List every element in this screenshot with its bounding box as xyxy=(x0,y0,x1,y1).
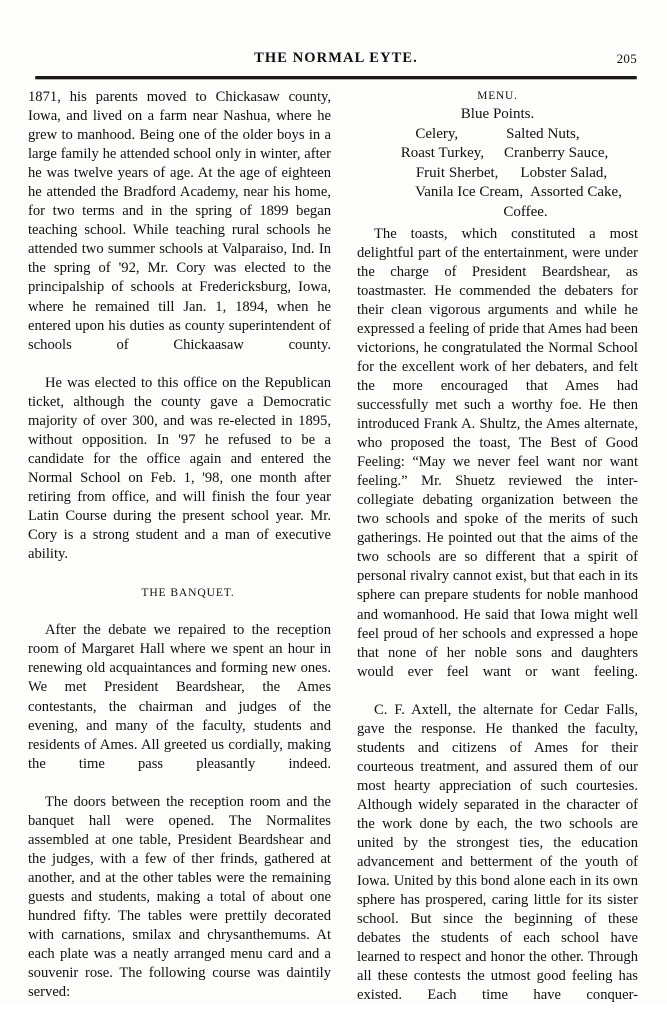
paragraph: C. F. Axtell, the alternate for Cedar Falls, gave the response. He thanked the faculty, students and citizens of Ames for their courteous treatment, and assured them of our most hearty appreciation of such courtesies. Although widely separated in the character of the work done by each, the two schools are united by the strongest ties, the education advancement and betterment of the youth of Iowa. United by this bond alone each in its own sphere has prospered, caring little for its sister school. But since the beginning of these debates the students of each school have learned to respect and honor the other. Through all these contests the utmost good feeling has existed. Each time have conquer- xyxy=(357,701,638,1004)
paragraph: After the debate we repaired to the reception room of Margaret Hall where we spent an hour in renewing old acquaintances and forming new ones. We met President Beardshear, the Ames contestants, the chairman and judges of the evening, and many of the faculty, students and residents of Ames. All greeted us cordially, making the time pass pleasantly indeed. xyxy=(28,622,331,772)
section-subhead: THE BANQUET. xyxy=(141,586,235,600)
menu-item-left: Vanila Ice Cream, xyxy=(415,184,524,201)
menu-row xyxy=(357,144,638,164)
running-head-title: THE NORMAL EYTE. xyxy=(254,50,418,66)
menu-row xyxy=(357,125,638,145)
left-column xyxy=(28,88,331,1021)
right-column xyxy=(357,88,638,1025)
paragraph: 1871, his parents moved to Chickasaw county, Iowa, and lived on a farm near Nashua, where he grew to manhood. Being one of the older boys in a large family he attended school only in winter, after he was twelve years of age. At the age of eighteen he attended the Bradford Academy, near his home, for two terms and in the spring of 1899 began teaching school. While teaching rural schools he attended two summer schools at Valparaiso, Ind. In the spring of '92, Mr. Cory was elected to the principalship of schools at Fredericksburg, Iowa, where he remained till Jan. 1, 1894, when he entered upon his duties as county superintendent of schools of Chickaasaw county. xyxy=(28,89,331,353)
menu-last-line: Coffee. xyxy=(503,203,548,220)
menu-item-left: Celery, xyxy=(415,125,459,142)
menu-item-right: Assorted Cake, xyxy=(530,184,622,201)
paragraph: The toasts, which constituted a most delightful part of the entertainment, were under the charge of President Beardshear, as toastmaster. He commended the debaters for their clean vigorous arguments and while he expressed a feeling of pride that Ames had been victorions, he congratulated the Normal School for the excellent work of her debaters, and felt the more encouraged that Ames had successfully met such a worthy foe. He then introduced Frank A. Shultz, the Ames alternate, who proposed the toast, The Best of Good Feeling: “May we never feel want nor want feeling.” Mr. Shuetz reviewed the inter-collegiate debating organization between the two schools and spoke of the merits of such gatherings. He pointed out that the aims of the two schools are so different that a spirit of personal rivalry cannot exist, but that each in its sphere can prepare students for noble manhood and womanhood. He said that Iowa might well feel proud of her schools and expressed a hope that none of her noble sons and daughters would ever feel want or want feeling. xyxy=(357,225,638,680)
paragraph: The doors between the reception room and the banquet hall were opened. The Normalites assembled at one table, President Beardshear and the judges, with a few of ther frinds, gathered at another, and at the other tables were the remaining guests and students, making a total of about one hundred fifty. The tables were prettily decorated with carnations, smilax and chrysanthemums. At each plate was a neatly arranged menu card and a souvenir rose. The following course was daintily served: xyxy=(28,793,331,1001)
menu-row xyxy=(357,164,638,184)
header-rule xyxy=(35,76,637,79)
menu-row xyxy=(357,183,638,203)
menu-title: MENU. xyxy=(477,90,518,102)
menu-item-right: Salted Nuts, xyxy=(506,125,580,142)
menu-item-right: Cranberry Sauce, xyxy=(504,145,609,162)
menu-item-left: Fruit Sherbet, xyxy=(415,164,499,181)
banquet-menu xyxy=(357,88,638,223)
paragraph: He was elected to this office on the Republican ticket, although the county gave a Democratic majority of over 300, and was re-elected in 1895, without opposition. In '97 he refused to be a candidate for the office again and entered the Normal School on Feb. 1, '98, one month after retiring from office, and will finish the four year Latin Course during the present school year. Mr. Cory is a strong student and a man of executive ability. xyxy=(28,374,331,563)
menu-item-left: Roast Turkey, xyxy=(400,145,485,162)
menu-first-course: Blue Points. xyxy=(460,106,535,122)
page-number: 205 xyxy=(616,51,637,66)
running-head xyxy=(35,50,637,72)
menu-item-right: Lobster Salad, xyxy=(520,164,608,181)
